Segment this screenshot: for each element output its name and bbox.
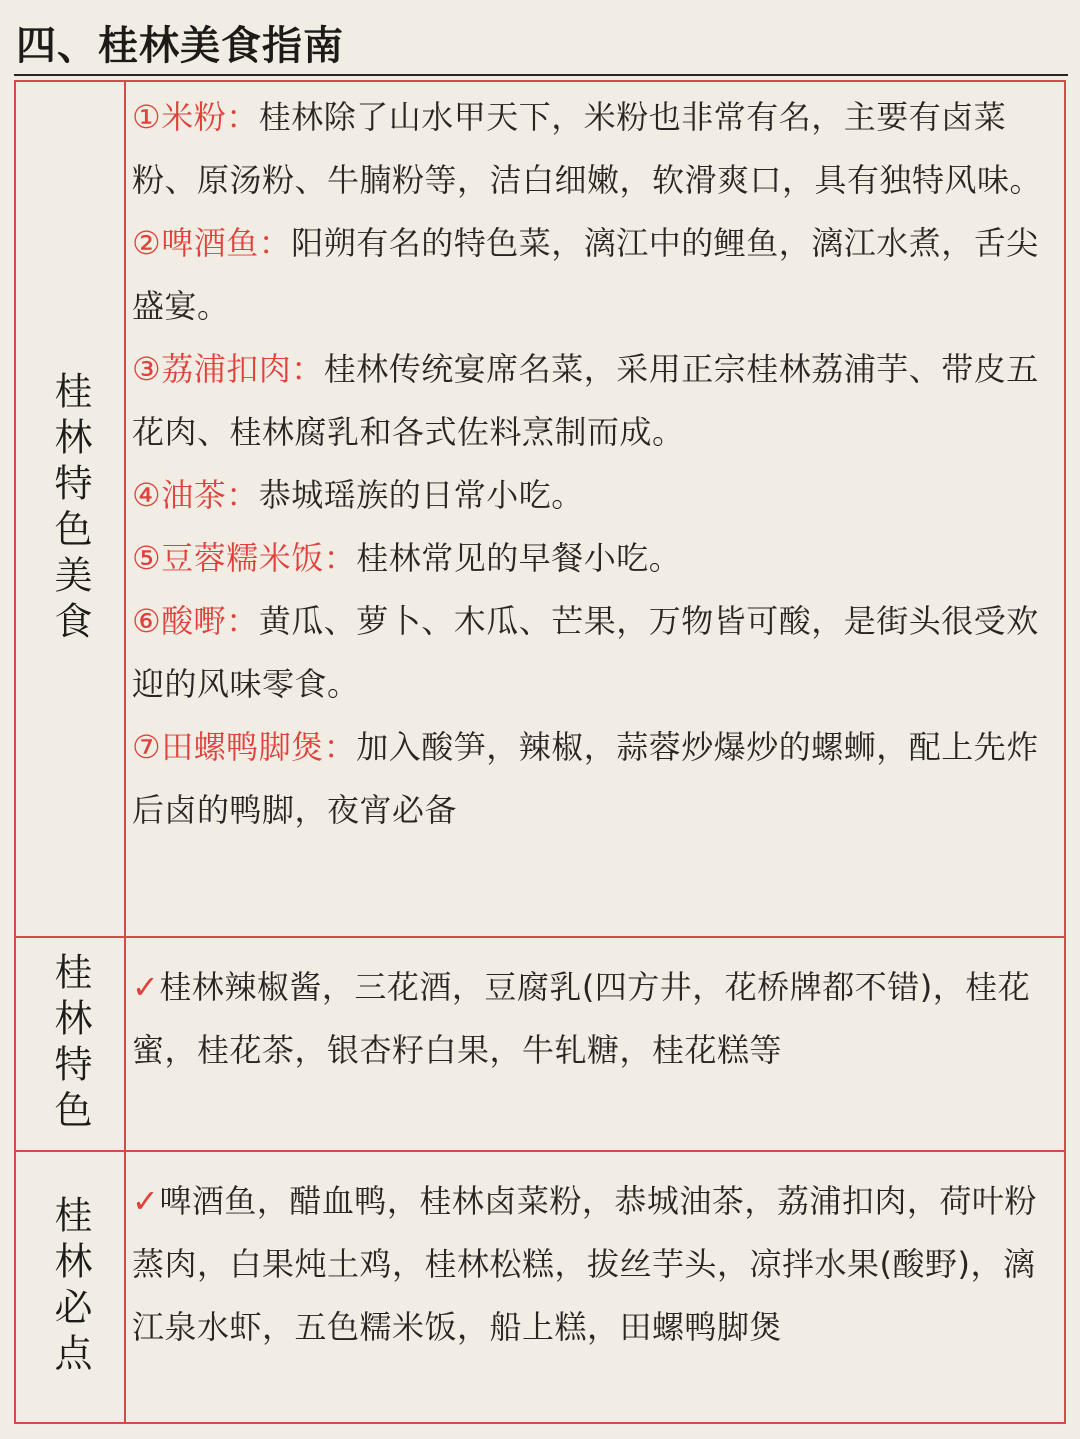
item-text: 桂林传统宴席名菜，采用正宗桂林荔浦芋、带皮五花肉、桂林腐乳和各式佐料烹制而成。 <box>132 350 1039 451</box>
item-text: 啤酒鱼，醋血鸭，桂林卤菜粉，恭城油茶，荔浦扣肉，荷叶粉蒸肉，白果炖土鸡，桂林松糕，拔丝芋头，凉拌水果(酸野)，漓江泉水虾，五色糯米饭，船上糕，田螺鸭脚煲 <box>132 1182 1037 1346</box>
section-must-order <box>16 1150 1064 1422</box>
item-title: ③荔浦扣肉： <box>132 350 324 388</box>
item-title: ⑦田螺鸭脚煲： <box>132 728 357 766</box>
check-icon: ✓ <box>132 968 160 1006</box>
category-label: 桂林必点 <box>48 1195 92 1379</box>
list-item <box>132 1170 1050 1359</box>
food-guide-table <box>14 80 1066 1424</box>
item-title: ⑤豆蓉糯米饭： <box>132 539 357 577</box>
category-cell <box>16 938 126 1150</box>
item-text: 加入酸笋，辣椒，蒜蓉炒爆炒的螺蛳，配上先炸后卤的鸭脚，夜宵必备 <box>132 728 1039 829</box>
category-cell <box>16 1152 126 1422</box>
check-icon: ✓ <box>132 1182 160 1220</box>
item-text: 恭城瑶族的日常小吃。 <box>258 476 584 514</box>
list-item <box>132 464 1050 527</box>
item-text: 桂林常见的早餐小吃。 <box>356 539 682 577</box>
item-title: ①米粉： <box>132 98 259 136</box>
item-title: ⑥酸嘢： <box>132 602 259 640</box>
page-title: 四、桂林美食指南 <box>16 23 344 69</box>
item-text: 桂林除了山水甲天下，米粉也非常有名，主要有卤菜粉、原汤粉、牛腩粉等，洁白细嫩，软滑爽口，具有独特风味。 <box>132 98 1043 199</box>
item-title: ②啤酒鱼： <box>132 224 292 262</box>
list-item <box>132 338 1050 464</box>
item-text: 阳朔有名的特色菜，漓江中的鲤鱼，漓江水煮，舌尖盛宴。 <box>132 224 1039 325</box>
list-item <box>132 590 1050 716</box>
content-cell <box>132 956 1050 1082</box>
item-text: 黄瓜、萝卜、木瓜、芒果，万物皆可酸，是街头很受欢迎的风味零食。 <box>132 602 1039 703</box>
content-cell <box>132 86 1050 842</box>
list-item <box>132 527 1050 590</box>
item-text: 桂林辣椒酱，三花酒，豆腐乳(四方井，花桥牌都不错)，桂花蜜，桂花茶，银杏籽白果，牛轧糖，桂花糕等 <box>132 968 1031 1069</box>
list-item <box>132 212 1050 338</box>
list-item <box>132 956 1050 1082</box>
section-local-specialty-products <box>16 936 1064 1150</box>
category-label: 桂林特色 <box>48 952 92 1136</box>
title-underline <box>14 74 1068 76</box>
section-local-specialty-food <box>16 82 1064 936</box>
category-label: 桂林特色美食 <box>48 371 92 647</box>
list-item <box>132 86 1050 212</box>
item-title: ④油茶： <box>132 476 259 514</box>
category-cell <box>16 82 126 936</box>
content-cell <box>132 1170 1050 1359</box>
list-item <box>132 716 1050 842</box>
